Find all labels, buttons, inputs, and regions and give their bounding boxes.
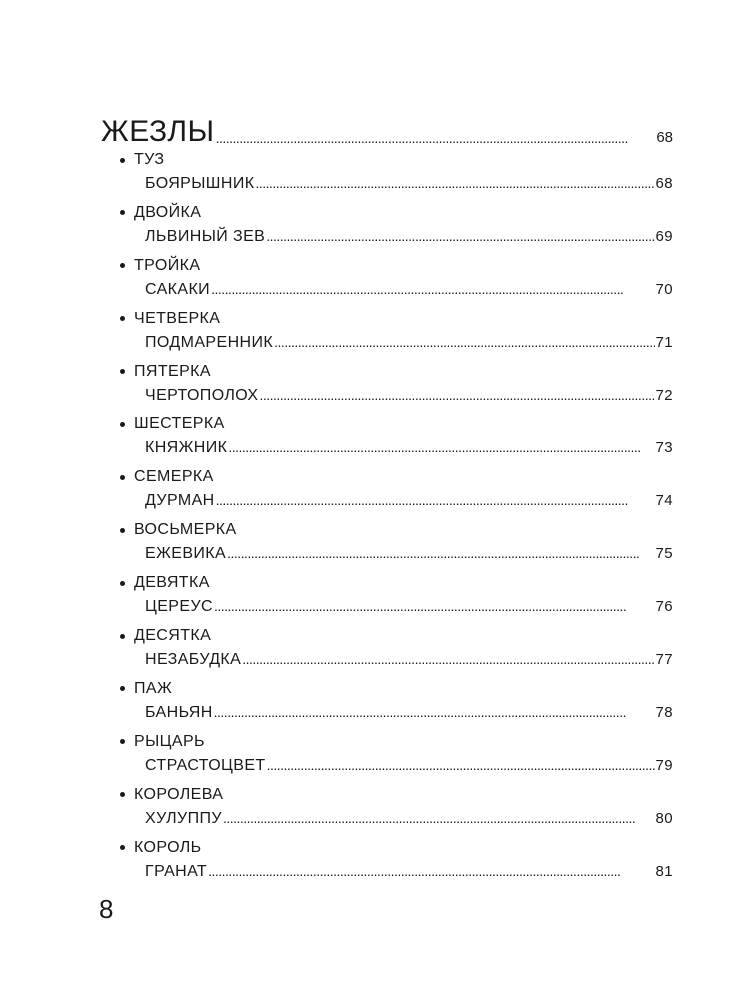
toc-entry[interactable]: [120, 202, 673, 255]
entry-page-number: 78: [655, 703, 673, 721]
plant-name: НЕЗАБУДКА: [145, 651, 242, 669]
plant-name: САКАКИ: [145, 280, 211, 298]
plant-line: [145, 806, 673, 828]
bullet-icon: [120, 475, 125, 480]
entry-page-number: 74: [655, 492, 673, 510]
bullet-icon: [120, 528, 125, 533]
plant-line: [145, 700, 673, 722]
bullet-icon: [120, 316, 125, 321]
dot-leader: [214, 599, 655, 616]
card-line: [120, 784, 673, 806]
card-name: ПЯТЕРКА: [134, 362, 211, 380]
plant-line: [145, 330, 673, 352]
plant-name: БАНЬЯН: [145, 703, 213, 721]
toc-entry[interactable]: [120, 784, 673, 837]
card-name: ЧЕТВЕРКА: [134, 309, 221, 327]
dot-leader: [214, 705, 655, 722]
card-name: РЫЦАРЬ: [134, 732, 205, 750]
card-name: ВОСЬМЕРКА: [134, 521, 237, 539]
dot-leader: [255, 176, 654, 193]
bullet-icon: [120, 845, 125, 850]
dot-leader: [259, 388, 654, 405]
plant-line: [145, 594, 673, 616]
card-line: [120, 413, 673, 435]
toc-entry[interactable]: [120, 519, 673, 572]
card-line: [120, 519, 673, 541]
bullet-icon: [120, 634, 125, 639]
plant-line: [145, 224, 673, 246]
toc-entry[interactable]: [120, 466, 673, 519]
dot-leader: [266, 229, 654, 246]
plant-name: ЛЬВИНЫЙ ЗЕВ: [145, 227, 266, 245]
plant-line: [145, 277, 673, 299]
plant-name: СТРАСТОЦВЕТ: [145, 756, 266, 774]
plant-line: [145, 647, 673, 669]
plant-line: [145, 859, 673, 881]
card-name: КОРОЛЬ: [134, 838, 202, 856]
card-line: [120, 731, 673, 753]
entry-page-number: 73: [655, 439, 673, 457]
entry-page-number: 75: [655, 545, 673, 563]
entry-page-number: 79: [655, 756, 673, 774]
dot-leader: [242, 652, 654, 669]
page-number: 8: [99, 894, 114, 924]
entry-page-number: 71: [655, 333, 673, 351]
toc-entry[interactable]: [120, 625, 673, 678]
plant-name: ДУРМАН: [145, 492, 215, 510]
bullet-icon: [120, 263, 125, 268]
toc-entry-list: [120, 149, 673, 889]
card-line: [120, 466, 673, 488]
section-title: ЖЕЗЛЫ: [101, 115, 215, 148]
toc-entry[interactable]: [120, 572, 673, 625]
dot-leader: [274, 335, 654, 352]
bullet-icon: [120, 792, 125, 797]
bullet-icon: [120, 369, 125, 374]
dot-leader: [211, 282, 654, 299]
plant-line: [145, 383, 673, 405]
plant-name: КНЯЖНИК: [145, 439, 228, 457]
card-line: [120, 255, 673, 277]
section-heading-row[interactable]: [101, 111, 673, 147]
entry-page-number: 68: [655, 175, 673, 192]
plant-line: [145, 488, 673, 510]
bullet-icon: [120, 422, 125, 427]
toc-entry[interactable]: [120, 837, 673, 890]
card-name: СЕМЕРКА: [134, 468, 214, 486]
plant-name: ГРАНАТ: [145, 862, 208, 880]
toc-entry[interactable]: [120, 413, 673, 466]
bullet-icon: [120, 739, 125, 744]
card-name: ПАЖ: [134, 679, 173, 697]
dot-leader: [227, 546, 654, 563]
section-page-number: 68: [656, 129, 673, 146]
entry-page-number: 81: [655, 862, 673, 880]
card-line: [120, 149, 673, 171]
plant-line: [145, 541, 673, 563]
card-line: [120, 572, 673, 594]
dot-leader: [216, 493, 655, 510]
dot-leader: [223, 811, 655, 828]
card-line: [120, 625, 673, 647]
entry-page-number: 76: [655, 598, 673, 616]
card-line: [120, 678, 673, 700]
toc-entry[interactable]: [120, 308, 673, 361]
plant-name: ПОДМАРЕННИК: [145, 333, 274, 351]
card-name: ШЕСТЕРКА: [134, 415, 225, 433]
plant-name: ЦЕРЕУС: [145, 598, 213, 616]
plant-line: [145, 753, 673, 775]
bullet-icon: [120, 210, 125, 215]
card-line: [120, 837, 673, 859]
card-name: ТРОЙКА: [134, 256, 201, 274]
card-name: ДВОЙКА: [134, 203, 202, 221]
bullet-icon: [120, 581, 125, 586]
toc-entry[interactable]: [120, 678, 673, 731]
dot-leader: [216, 131, 656, 147]
bullet-icon: [120, 686, 125, 691]
card-line: [120, 202, 673, 224]
card-name: ДЕВЯТКА: [134, 574, 210, 592]
toc-entry[interactable]: [120, 361, 673, 414]
plant-line: [145, 435, 673, 457]
entry-page-number: 70: [655, 280, 673, 298]
entry-page-number: 80: [655, 809, 673, 827]
plant-name: БОЯРЫШНИК: [145, 175, 255, 192]
card-line: [120, 308, 673, 330]
plant-line: [145, 171, 673, 193]
plant-name: ЕЖЕВИКА: [145, 545, 227, 563]
card-name: ДЕСЯТКА: [134, 627, 212, 645]
toc-entry[interactable]: [120, 731, 673, 784]
entry-page-number: 72: [655, 386, 673, 404]
plant-name: ЧЕРТОПОЛОХ: [145, 386, 259, 404]
toc-entry[interactable]: [120, 255, 673, 308]
card-name: ТУЗ: [134, 151, 165, 168]
dot-leader: [208, 864, 654, 881]
dot-leader: [228, 440, 654, 457]
card-name: КОРОЛЕВА: [134, 785, 224, 803]
toc-entry[interactable]: [120, 149, 673, 202]
dot-leader: [267, 758, 655, 775]
card-line: [120, 361, 673, 383]
plant-name: ХУЛУППУ: [145, 809, 222, 827]
bullet-icon: [120, 158, 125, 163]
entry-page-number: 77: [655, 651, 673, 669]
entry-page-number: 69: [655, 227, 673, 245]
